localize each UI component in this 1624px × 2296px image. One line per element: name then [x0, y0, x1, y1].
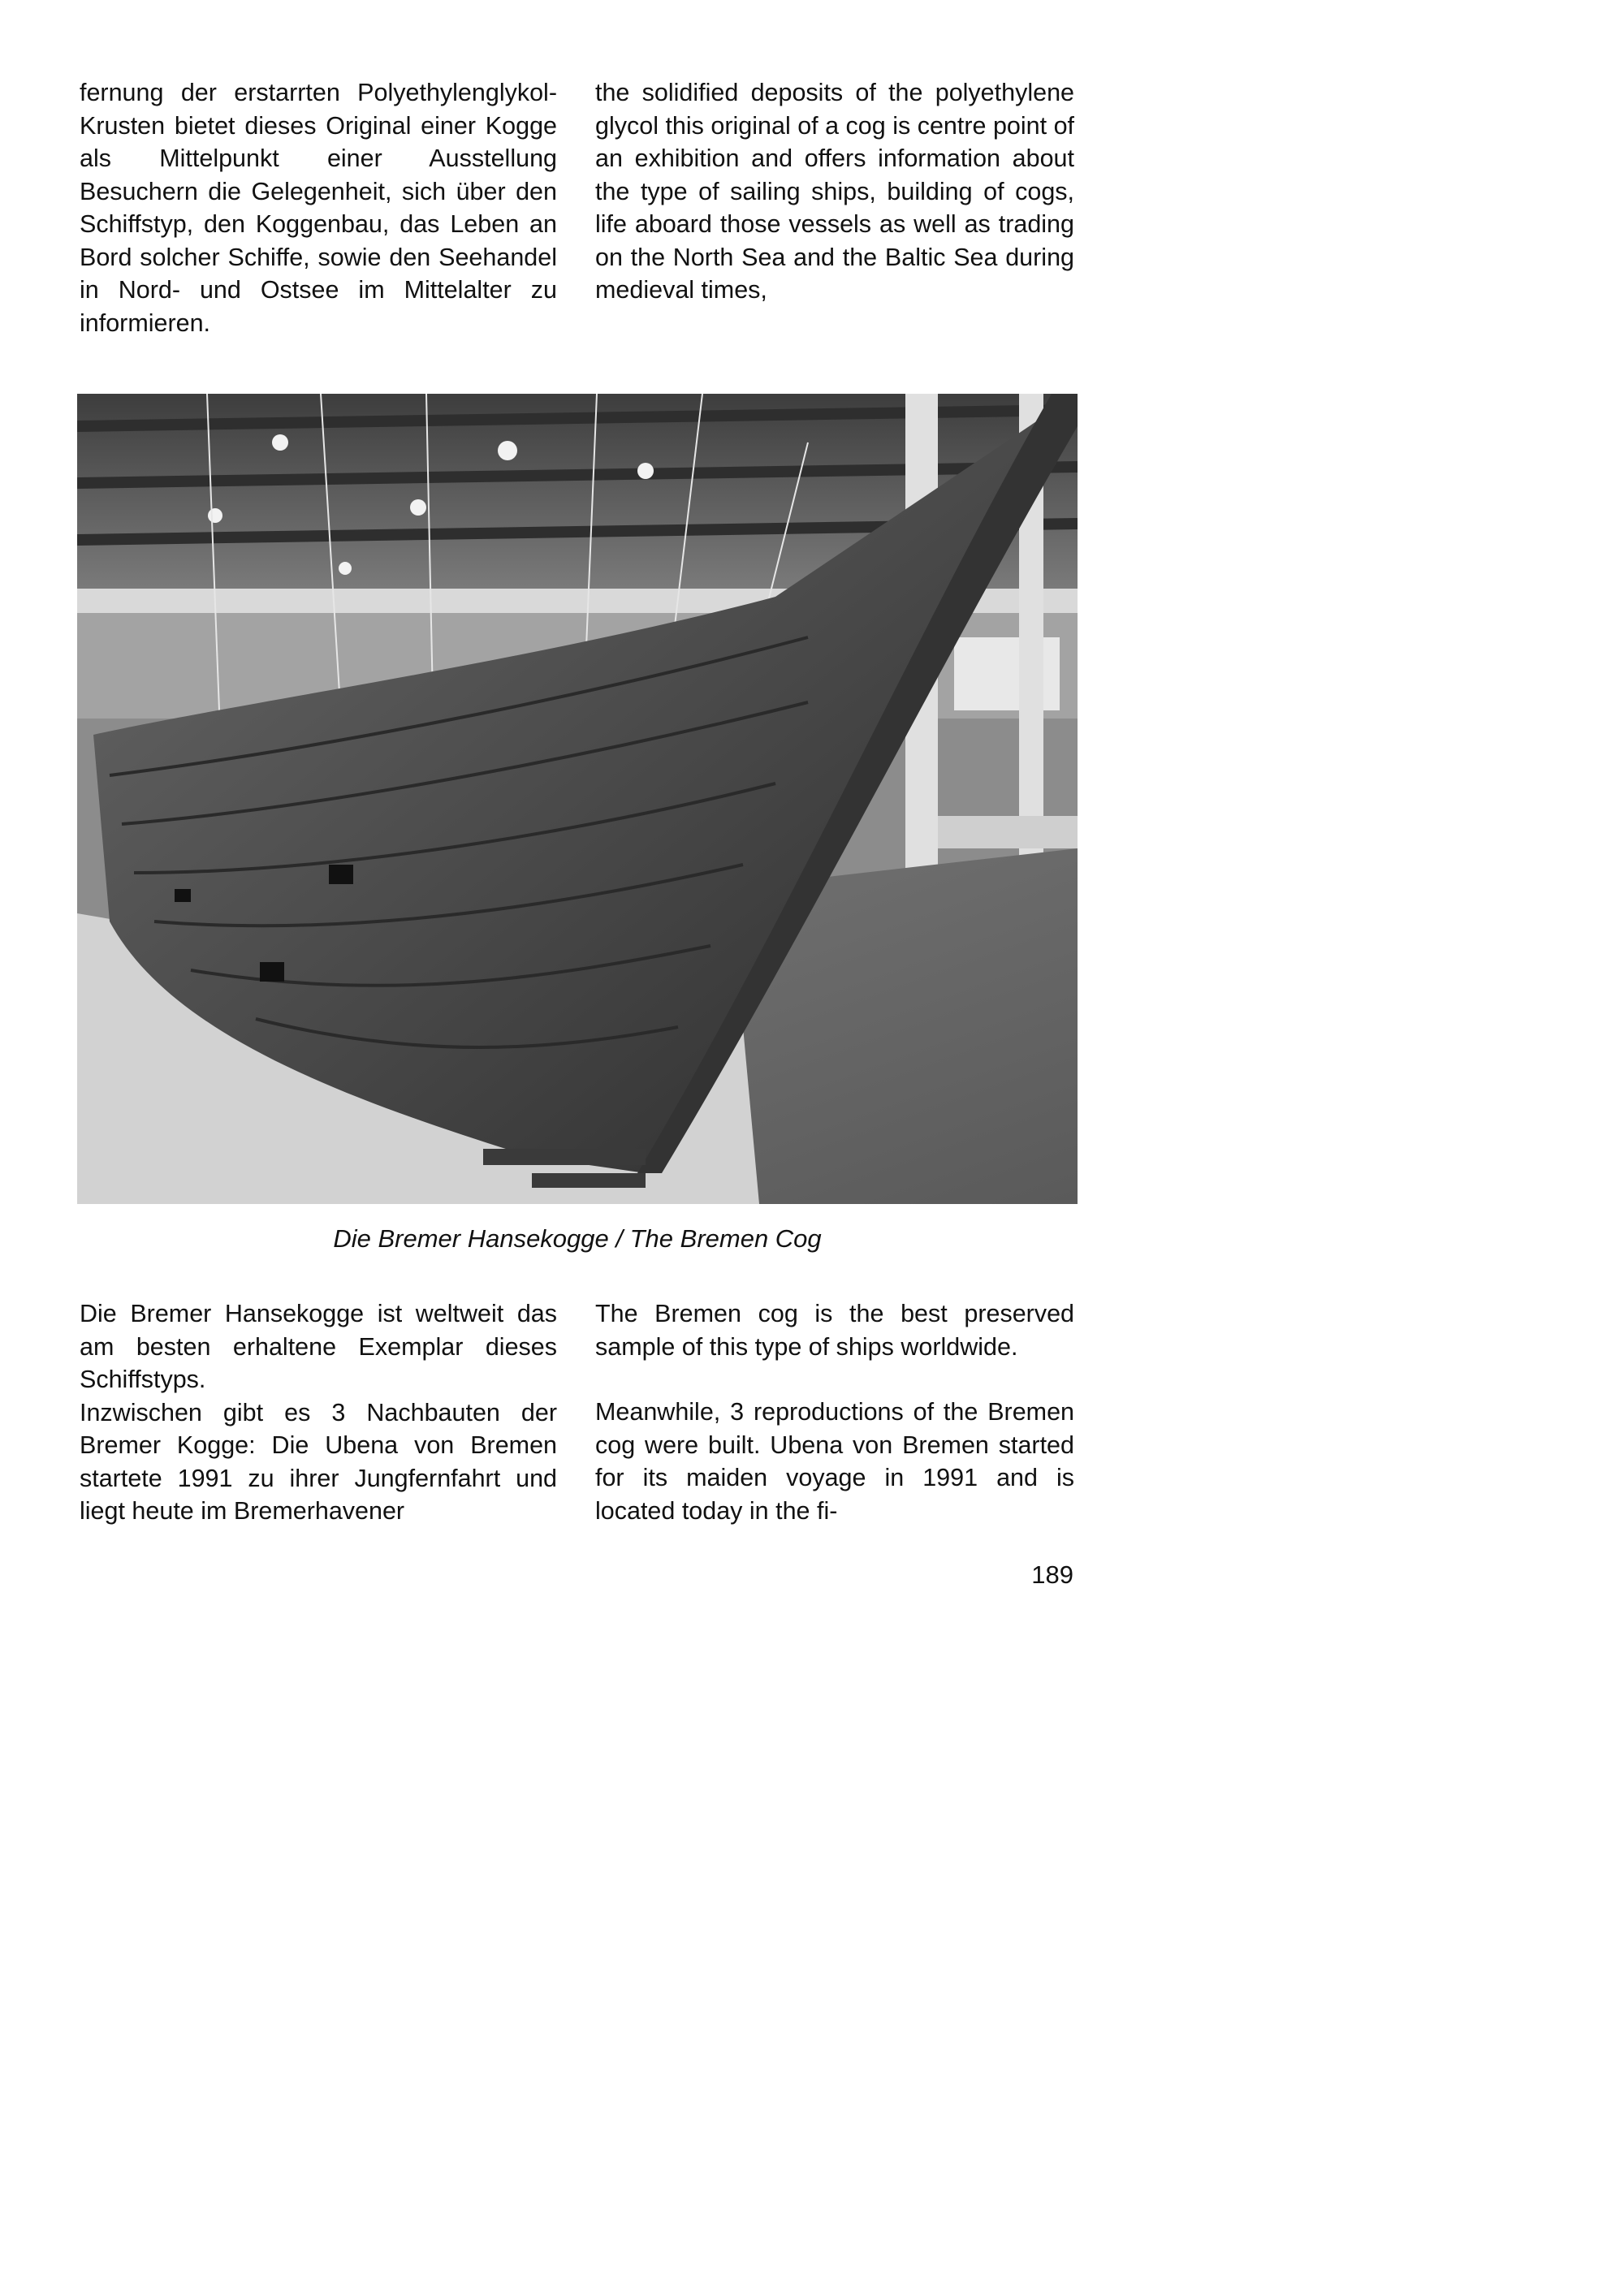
- german-paragraph-preserved: Die Bremer Hansekogge ist weltweit das am besten erhaltene Exemplar dieses Schiffstyps.: [80, 1300, 557, 1393]
- english-paragraph-exhibition: the solidified deposits of the polyethylene glycol this original of a cog is centre point of an exhibition and offers information about the type of sailing ships, building of cogs, life aboard those vessels as well as trading on the North Sea and the Baltic Sea during medieval times,: [595, 79, 1074, 304]
- german-paragraph-exhibition: fernung der erstarrten Polyethylenglykol-Krusten bietet dieses Original einer Kogge als Mittelpunkt einer Ausstellung Besuchern die Gelegenheit, sich über den Schiffstyp, den Koggenbau, das Leben an Bord solcher Schiffe, sowie den Seehandel in Nord- und Ostsee im Mittelalter zu informieren.: [80, 79, 557, 337]
- german-text-top: [80, 76, 557, 339]
- english-paragraph-reproductions: Meanwhile, 3 reproductions of the Bremen cog were built. Ubena von Bremen started for its maiden voyage in 1991 and is located today in the fi-: [595, 1398, 1074, 1525]
- english-text-top: [595, 76, 1074, 307]
- german-paragraph-reproductions: Inzwischen gibt es 3 Nachbauten der Bremer Kogge: Die Ubena von Bremen startete 1991 zu ihrer Jungfernfahrt und liegt heute im Bremerhavener: [80, 1398, 557, 1525]
- cog-photo-illustration: [77, 394, 1078, 1204]
- english-paragraph-preserved: The Bremen cog is the best preserved sample of this type of ships worldwide.: [595, 1300, 1074, 1361]
- figure-caption: Die Bremer Hansekogge / The Bremen Cog: [333, 1224, 822, 1253]
- page-number: 189: [1031, 1560, 1073, 1589]
- cog-photo: [77, 394, 1078, 1204]
- german-text-bottom: [80, 1297, 557, 1528]
- english-text-bottom: [595, 1297, 1074, 1527]
